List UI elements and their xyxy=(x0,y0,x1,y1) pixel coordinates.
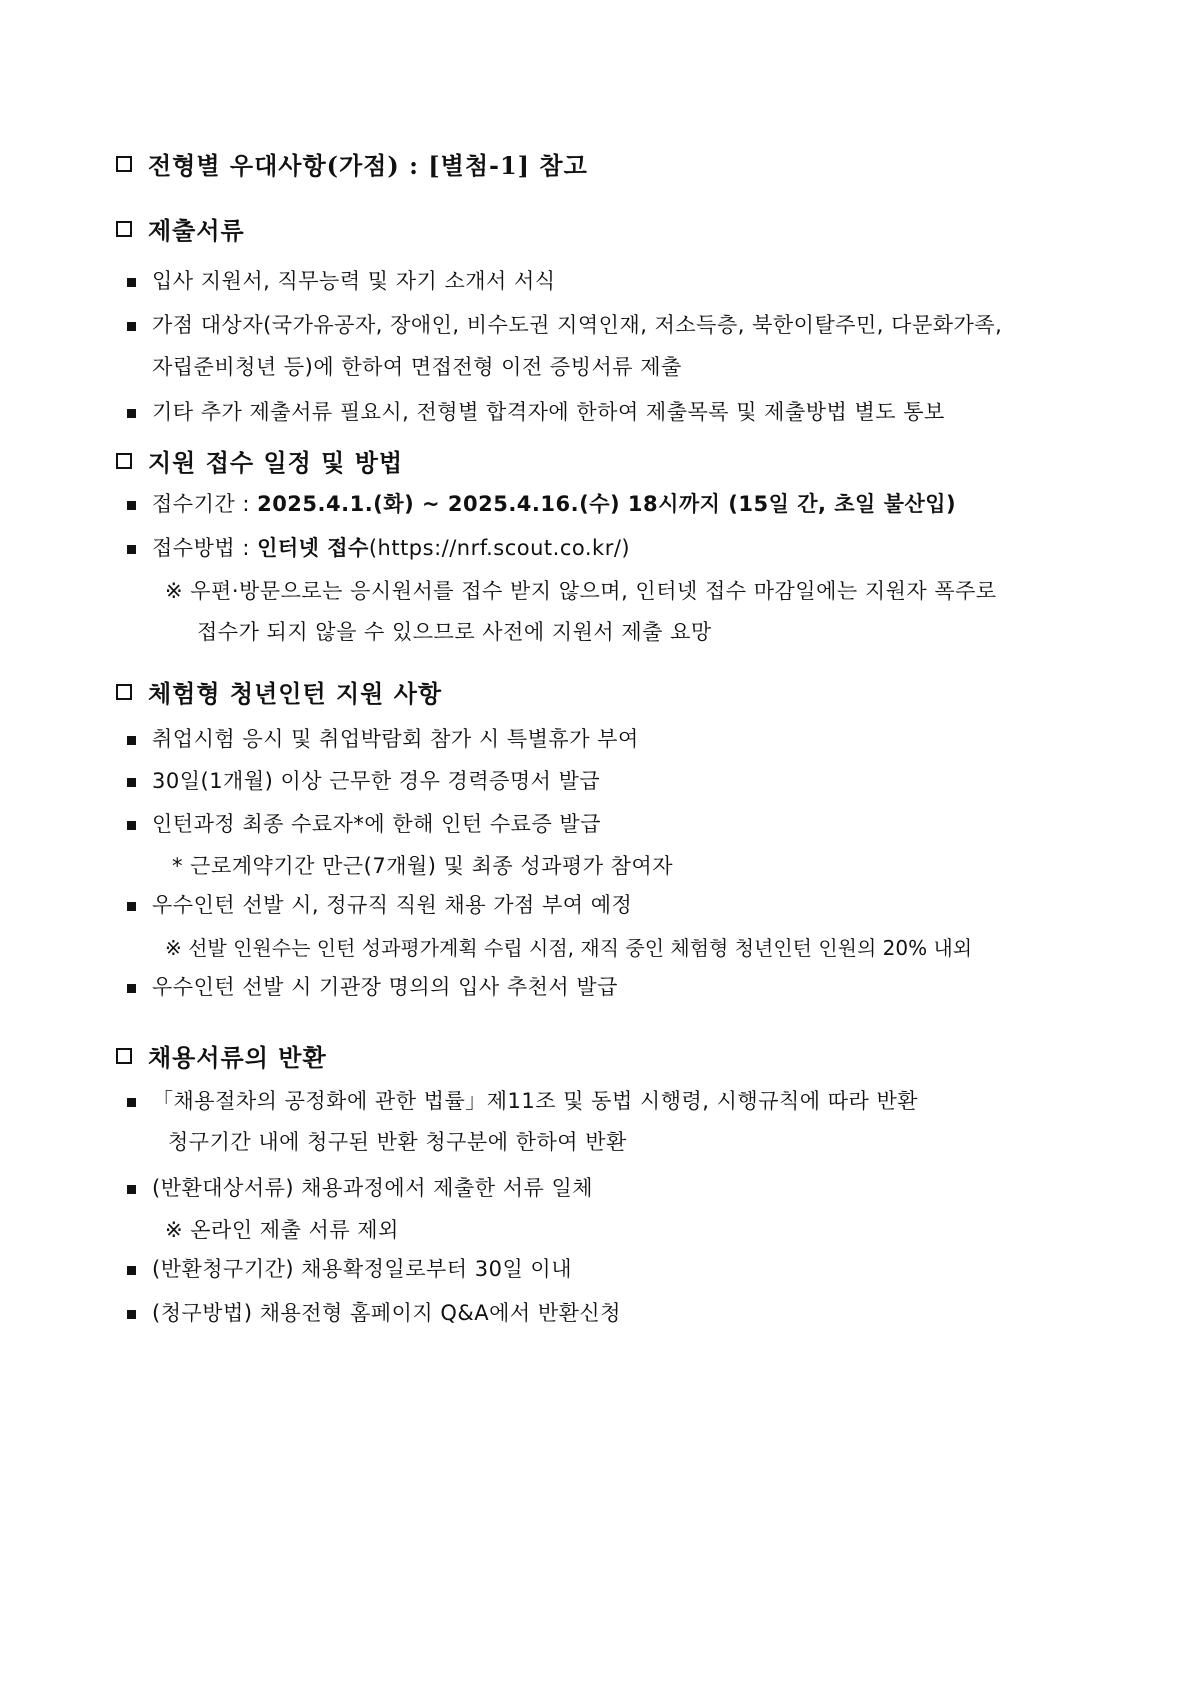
section-title: 제출서류 xyxy=(148,216,245,245)
section-title: 채용서류의 반환 xyxy=(148,1043,327,1072)
list-item: 우수인턴 선발 시 기관장 명의의 입사 추천서 발급 xyxy=(152,975,618,999)
section-heading-preference xyxy=(116,146,588,181)
bullet-icon xyxy=(127,545,136,554)
bullet-icon xyxy=(127,501,136,510)
section-heading-intern-support xyxy=(116,674,442,709)
bullet-icon xyxy=(127,322,136,331)
list-item: (반환대상서류) 채용과정에서 제출한 서류 일체 xyxy=(152,1176,594,1200)
checkbox-square-icon xyxy=(116,453,132,469)
list-item: 입사 지원서, 직무능력 및 자기 소개서 서식 xyxy=(152,269,556,293)
method-value: 인터넷 접수 xyxy=(257,536,369,560)
bullet-icon xyxy=(127,821,136,830)
note-line: ※ 선발 인원수는 인턴 성과평가계획 수립 시점, 재직 중인 체험형 청년인턴 인원의 20% 내외 xyxy=(165,936,973,960)
list-item-period xyxy=(152,494,956,515)
section-heading-application xyxy=(116,443,403,478)
bullet-icon xyxy=(127,1185,136,1194)
note-line-continuation: 접수가 되지 않을 수 있으므로 사전에 지원서 제출 요망 xyxy=(197,620,712,644)
section-title: 체험형 청년인턴 지원 사항 xyxy=(148,679,443,708)
checkbox-square-icon xyxy=(116,684,132,700)
period-label: 접수기간 : xyxy=(152,492,258,516)
note-line: * 근로계약기간 만근(7개월) 및 최종 성과평가 참여자 xyxy=(172,854,674,878)
bullet-icon xyxy=(127,778,136,787)
list-item: 우수인턴 선발 시, 정규직 직원 채용 가점 부여 예정 xyxy=(152,893,633,917)
checkbox-square-icon xyxy=(116,1048,132,1064)
bullet-icon xyxy=(127,409,136,418)
method-label: 접수방법 : xyxy=(152,536,258,560)
list-item: 인턴과정 최종 수료자*에 한해 인턴 수료증 발급 xyxy=(152,812,601,836)
bullet-icon xyxy=(127,1310,136,1319)
list-item: (반환청구기간) 채용확정일로부터 30일 이내 xyxy=(152,1257,572,1281)
list-item: (청구방법) 채용전형 홈페이지 Q&A에서 반환신청 xyxy=(152,1301,622,1325)
list-item-continuation: 청구기간 내에 청구된 반환 청구분에 한하여 반환 xyxy=(168,1130,627,1154)
list-item: 취업시험 응시 및 취업박람회 참가 시 특별휴가 부여 xyxy=(152,727,639,751)
section-heading-return-docs xyxy=(116,1038,327,1073)
list-item: 「채용절차의 공정화에 관한 법률」제11조 및 동법 시행령, 시행규칙에 따라 반환 xyxy=(152,1089,919,1113)
bullet-icon xyxy=(127,736,136,745)
note-line: ※ 우편·방문으로는 응시원서를 접수 받지 않으며, 인터넷 접수 마감일에는 지원자 폭주로 xyxy=(165,579,997,603)
list-item: 가점 대상자(국가유공자, 장애인, 비수도권 지역인재, 저소득층, 북한이탈주민, 다문화가족, xyxy=(152,313,1003,337)
period-value: 2025.4.1.(화) ~ 2025.4.16.(수) 18시까지 (15일 간, 초일 불산입) xyxy=(257,492,957,516)
section-title: 전형별 우대사항(가점) : [별첨-1] 참고 xyxy=(148,151,588,180)
bullet-icon xyxy=(127,984,136,993)
list-item-method xyxy=(152,538,630,559)
section-title: 지원 접수 일정 및 방법 xyxy=(148,448,404,477)
bullet-icon xyxy=(127,1098,136,1107)
list-item: 30일(1개월) 이상 근무한 경우 경력증명서 발급 xyxy=(152,769,601,793)
checkbox-square-icon xyxy=(116,221,132,237)
checkbox-square-icon xyxy=(116,156,132,172)
method-url: (https://nrf.scout.co.kr/) xyxy=(368,536,631,560)
bullet-icon xyxy=(127,278,136,287)
list-item-continuation: 자립준비청년 등)에 한하여 면접전형 이전 증빙서류 제출 xyxy=(152,355,682,379)
section-heading-documents xyxy=(116,211,245,246)
note-line: ※ 온라인 제출 서류 제외 xyxy=(165,1218,399,1242)
bullet-icon xyxy=(127,1266,136,1275)
bullet-icon xyxy=(127,902,136,911)
list-item: 기타 추가 제출서류 필요시, 전형별 합격자에 한하여 제출목록 및 제출방법 별도 통보 xyxy=(152,400,945,424)
